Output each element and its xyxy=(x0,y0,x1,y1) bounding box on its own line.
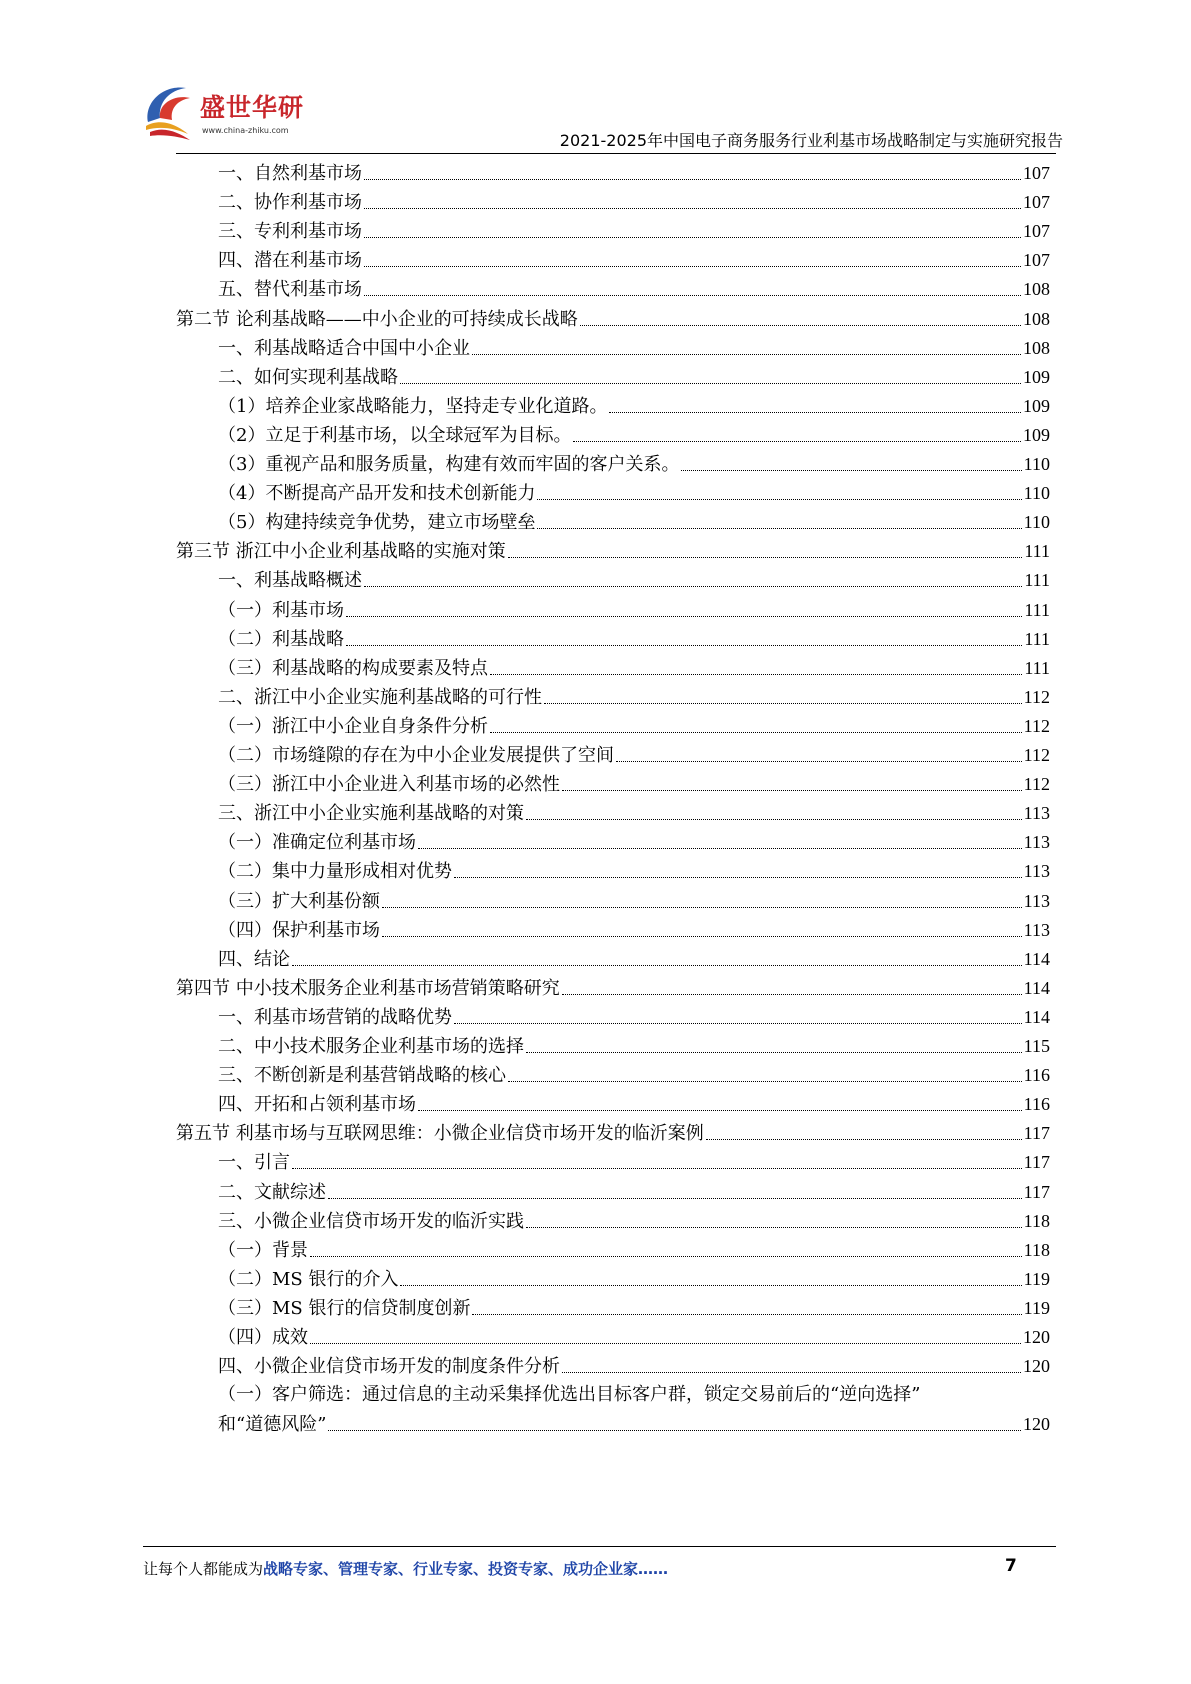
toc-entry-label: 三、不断创新是利基营销战略的核心 xyxy=(218,1065,506,1087)
toc-entry-label: 一、利基战略概述 xyxy=(218,570,362,592)
toc-entry-label: 四、结论 xyxy=(218,948,290,970)
toc-entry[interactable] xyxy=(176,304,1050,334)
toc-dot-leader xyxy=(310,1342,1021,1344)
toc-entry-page: 111 xyxy=(1024,657,1050,678)
toc-entry-label: （二）市场缝隙的存在为中小企业发展提供了空间 xyxy=(218,745,614,766)
toc-entry-label: （四）成效 xyxy=(218,1327,308,1348)
toc-entry-label: （2）立足于利基市场，以全球冠军为目标。 xyxy=(218,424,572,446)
toc-dot-leader xyxy=(472,353,1021,355)
toc-dot-leader xyxy=(508,556,1023,558)
toc-entry[interactable] xyxy=(218,798,1050,828)
toc-dot-leader xyxy=(490,673,1022,675)
toc-dot-leader xyxy=(364,265,1021,267)
toc-dot-leader xyxy=(580,324,1021,326)
toc-dot-leader xyxy=(706,1138,1022,1140)
toc-dot-leader xyxy=(364,294,1021,296)
toc-dot-leader xyxy=(544,702,1022,704)
toc-entry-label: （二）集中力量形成相对优势 xyxy=(218,861,452,883)
toc-entry[interactable] xyxy=(218,1177,1050,1207)
toc-entry-page: 116 xyxy=(1023,1065,1050,1086)
toc-entry[interactable] xyxy=(218,1031,1050,1061)
toc-entry[interactable] xyxy=(218,1293,1050,1323)
toc-entry-label: （二）利基战略 xyxy=(218,628,344,650)
toc-entry-page: 112 xyxy=(1023,745,1050,765)
toc-entry-page: 109 xyxy=(1023,366,1050,387)
toc-dot-leader xyxy=(346,644,1022,646)
toc-dot-leader xyxy=(681,469,1021,471)
toc-entry-label: （一）利基市场 xyxy=(218,599,344,621)
toc-entry-page: 113 xyxy=(1023,832,1050,853)
toc-entry-page: 108 xyxy=(1023,279,1050,300)
toc-entry[interactable] xyxy=(218,362,1050,392)
footer-slogan xyxy=(143,1558,668,1579)
toc-entry[interactable] xyxy=(218,769,1050,799)
toc-entry-page: 114 xyxy=(1023,1006,1050,1027)
toc-entry-page: 120 xyxy=(1023,1414,1050,1435)
toc-entry-label: （1）培养企业家战略能力，坚持走专业化道路。 xyxy=(218,395,608,417)
toc-entry-label: 第四节 中小技术服务企业利基市场营销策略研究 xyxy=(176,977,560,999)
toc-entry-label: 三、专利利基市场 xyxy=(218,221,362,243)
toc-dot-leader xyxy=(328,1429,1021,1431)
toc-entry-page: 110 xyxy=(1023,512,1050,533)
toc-entry-page: 117 xyxy=(1023,1181,1050,1202)
toc-entry-label: 一、利基市场营销的战略优势 xyxy=(218,1006,452,1028)
toc-entry-label: 一、自然利基市场 xyxy=(218,163,362,184)
footer-slogan-highlight: 战略专家、管理专家、行业专家、投资专家、成功企业家…… xyxy=(263,1560,669,1578)
footer-divider xyxy=(143,1546,1056,1547)
toc-entry-label: 第三节 浙江中小企业利基战略的实施对策 xyxy=(176,541,506,563)
toc-entry[interactable] xyxy=(218,565,1050,595)
toc-entry-page: 114 xyxy=(1023,948,1050,969)
toc-entry-label: （二）MS 银行的介入 xyxy=(218,1268,399,1290)
toc-dot-leader xyxy=(562,789,1022,791)
toc-entry-page: 115 xyxy=(1023,1036,1050,1056)
toc-entry-page: 120 xyxy=(1023,1356,1050,1377)
toc-dot-leader xyxy=(292,1167,1022,1169)
toc-dot-leader xyxy=(382,906,1022,908)
report-title: 2021-2025年中国电子商务服务行业利基市场战略制定与实施研究报告 xyxy=(559,131,1063,150)
toc-entry[interactable] xyxy=(218,856,1050,886)
toc-dot-leader xyxy=(526,818,1022,820)
toc-entry-page: 107 xyxy=(1023,192,1050,213)
brand-url: www.china-zhiku.com xyxy=(202,126,289,135)
toc-entry[interactable] xyxy=(176,536,1050,566)
toc-dot-leader xyxy=(292,964,1022,966)
toc-entry-label: 二、中小技术服务企业利基市场的选择 xyxy=(218,1036,524,1057)
toc-entry-label: 三、浙江中小企业实施利基战略的对策 xyxy=(218,803,524,825)
toc-entry-label: 第五节 利基市场与互联网思维：小微企业信贷市场开发的临沂案例 xyxy=(176,1123,704,1145)
toc-entry-page: 118 xyxy=(1023,1210,1050,1231)
toc-entry-page: 111 xyxy=(1024,570,1050,591)
toc-entry[interactable] xyxy=(218,449,1050,479)
toc-entry-page: 111 xyxy=(1024,541,1050,562)
toc-dot-leader xyxy=(364,236,1021,238)
toc-entry[interactable] xyxy=(218,944,1050,974)
brand-logo xyxy=(140,82,320,152)
toc-entry-page: 110 xyxy=(1023,454,1050,474)
toc-dot-leader xyxy=(328,1197,1022,1199)
toc-entry[interactable] xyxy=(218,274,1050,304)
toc-entry-label: （一）浙江中小企业自身条件分析 xyxy=(218,715,488,737)
toc-entry-page: 114 xyxy=(1023,977,1050,998)
toc-entry-page: 108 xyxy=(1023,337,1050,358)
footer-slogan-prefix: 让每个人都能成为 xyxy=(143,1560,264,1578)
toc-entry-label: （一）准确定位利基市场 xyxy=(218,832,416,854)
toc-entry[interactable] xyxy=(218,1147,1050,1177)
toc-entry[interactable] xyxy=(218,740,1050,770)
toc-dot-leader xyxy=(382,935,1022,937)
toc-entry-page: 110 xyxy=(1023,483,1050,504)
toc-entry-label: （四）保护利基市场 xyxy=(218,919,380,941)
toc-entry[interactable] xyxy=(218,158,1050,188)
toc-entry-page: 107 xyxy=(1023,163,1050,183)
toc-entry[interactable] xyxy=(218,507,1050,537)
toc-dot-leader xyxy=(364,207,1021,209)
toc-entry-label: 和“道德风险” xyxy=(218,1414,327,1436)
toc-entry-label: 四、小微企业信贷市场开发的制度条件分析 xyxy=(218,1356,560,1378)
toc-dot-leader xyxy=(472,1313,1021,1315)
toc-dot-leader xyxy=(418,847,1022,849)
toc-dot-leader xyxy=(310,1255,1022,1257)
toc-dot-leader xyxy=(364,585,1022,587)
toc-dot-leader xyxy=(364,178,1021,180)
header-divider xyxy=(176,153,1056,154)
toc-entry-label: 一、利基战略适合中国中小企业 xyxy=(218,337,470,359)
toc-entry[interactable] xyxy=(218,420,1050,450)
toc-entry-page: 119 xyxy=(1023,1297,1050,1318)
toc-dot-leader xyxy=(454,1022,1022,1024)
toc-dot-leader xyxy=(537,498,1021,500)
toc-entry[interactable] xyxy=(218,682,1050,712)
toc-entry-label: 四、潜在利基市场 xyxy=(218,250,362,272)
toc-entry[interactable] xyxy=(218,915,1050,945)
toc-entry-label: 二、协作利基市场 xyxy=(218,192,362,214)
toc-entry[interactable] xyxy=(218,1235,1050,1265)
toc-entry[interactable] xyxy=(218,1351,1050,1381)
toc-entry[interactable] xyxy=(218,1322,1050,1352)
toc-entry-label: 五、替代利基市场 xyxy=(218,279,362,301)
toc-entry-label: （三）利基战略的构成要素及特点 xyxy=(218,657,488,679)
toc-entry[interactable] xyxy=(218,1002,1050,1032)
toc-entry[interactable] xyxy=(218,624,1050,654)
toc-entry-label: 四、开拓和占领利基市场 xyxy=(218,1094,416,1116)
toc-entry-label: 一、引言 xyxy=(218,1152,290,1174)
toc-entry-page: 112 xyxy=(1023,715,1050,736)
toc-entry-label: （三）浙江中小企业进入利基市场的必然性 xyxy=(218,774,560,796)
toc-dot-leader xyxy=(526,1051,1022,1053)
toc-entry[interactable] xyxy=(218,478,1050,508)
toc-entry-wrapped-line1[interactable]: （一）客户筛选：通过信息的主动采集择优选出目标客户群，锁定交易前后的“逆向选择” xyxy=(218,1384,921,1406)
toc-dot-leader xyxy=(508,1080,1022,1082)
toc-entry-label: 二、文献综述 xyxy=(218,1181,326,1203)
toc-entry[interactable] xyxy=(176,973,1050,1003)
toc-entry-label: （5）构建持续竞争优势，建立市场壁垒 xyxy=(218,512,536,534)
toc-entry-page: 119 xyxy=(1023,1268,1050,1289)
toc-dot-leader xyxy=(562,1371,1021,1373)
toc-entry-page: 113 xyxy=(1023,890,1050,911)
toc-entry[interactable] xyxy=(218,333,1050,363)
toc-entry-label: 二、浙江中小企业实施利基战略的可行性 xyxy=(218,686,542,708)
toc-entry-page: 107 xyxy=(1023,221,1050,242)
toc-entry[interactable] xyxy=(218,216,1050,246)
toc-dot-leader xyxy=(526,1226,1022,1228)
page-number: 7 xyxy=(1005,1556,1017,1576)
toc-entry-page: 107 xyxy=(1023,250,1050,271)
toc-dot-leader xyxy=(400,382,1021,384)
toc-entry[interactable] xyxy=(218,886,1050,916)
toc-dot-leader xyxy=(616,760,1022,762)
toc-entry-wrapped-line2[interactable] xyxy=(218,1409,1050,1439)
brand-name: 盛世华研 xyxy=(200,93,305,122)
toc-entry[interactable] xyxy=(218,187,1050,217)
toc-entry[interactable] xyxy=(218,245,1050,275)
toc-entry[interactable] xyxy=(218,653,1050,683)
toc-dot-leader xyxy=(609,411,1021,413)
toc-entry-page: 113 xyxy=(1023,919,1050,940)
toc-entry-label: （一）背景 xyxy=(218,1239,308,1261)
toc-entry[interactable] xyxy=(218,827,1050,857)
toc-dot-leader xyxy=(346,615,1022,617)
page-header xyxy=(0,0,1191,160)
toc-dot-leader xyxy=(537,527,1021,529)
toc-entry-label: （3）重视产品和服务质量，构建有效而牢固的客户关系。 xyxy=(218,454,680,475)
toc-entry-page: 111 xyxy=(1024,628,1050,649)
toc-dot-leader xyxy=(562,993,1022,995)
toc-entry-page: 116 xyxy=(1023,1094,1050,1115)
toc-entry[interactable] xyxy=(218,391,1050,421)
toc-entry[interactable] xyxy=(176,1118,1050,1148)
toc-dot-leader xyxy=(573,440,1021,442)
toc-entry-page: 113 xyxy=(1023,803,1050,824)
toc-entry-page: 112 xyxy=(1023,686,1050,707)
toc-entry-page: 108 xyxy=(1023,308,1050,329)
toc-dot-leader xyxy=(418,1109,1022,1111)
toc-entry-label: （三）扩大利基份额 xyxy=(218,890,380,912)
toc-entry[interactable] xyxy=(218,1206,1050,1236)
toc-entry[interactable] xyxy=(218,711,1050,741)
toc-entry-label: （4）不断提高产品开发和技术创新能力 xyxy=(218,483,536,505)
toc-entry-page: 113 xyxy=(1023,861,1050,882)
toc-entry-page: 109 xyxy=(1023,395,1050,416)
toc-entry-label: （三）MS 银行的信贷制度创新 xyxy=(218,1297,471,1319)
toc-entry-page: 120 xyxy=(1023,1327,1050,1347)
toc-entry[interactable] xyxy=(218,1264,1050,1294)
toc-entry-label: 三、小微企业信贷市场开发的临沂实践 xyxy=(218,1210,524,1232)
toc-entry-page: 109 xyxy=(1023,424,1050,445)
toc-entry[interactable] xyxy=(218,595,1050,625)
toc-entry-page: 118 xyxy=(1023,1239,1050,1260)
toc-entry-label: 二、如何实现利基战略 xyxy=(218,366,398,388)
toc-dot-leader xyxy=(490,731,1022,733)
toc-entry-page: 111 xyxy=(1024,599,1050,620)
toc-entry[interactable] xyxy=(218,1089,1050,1119)
toc-entry-page: 117 xyxy=(1023,1123,1050,1144)
toc-entry[interactable] xyxy=(218,1060,1050,1090)
toc-entry-page: 112 xyxy=(1023,774,1050,795)
toc-dot-leader xyxy=(454,876,1022,878)
toc-entry-label: 第二节 论利基战略——中小企业的可持续成长战略 xyxy=(176,308,578,330)
toc-dot-leader xyxy=(400,1284,1021,1286)
toc-entry-page: 117 xyxy=(1023,1152,1050,1173)
